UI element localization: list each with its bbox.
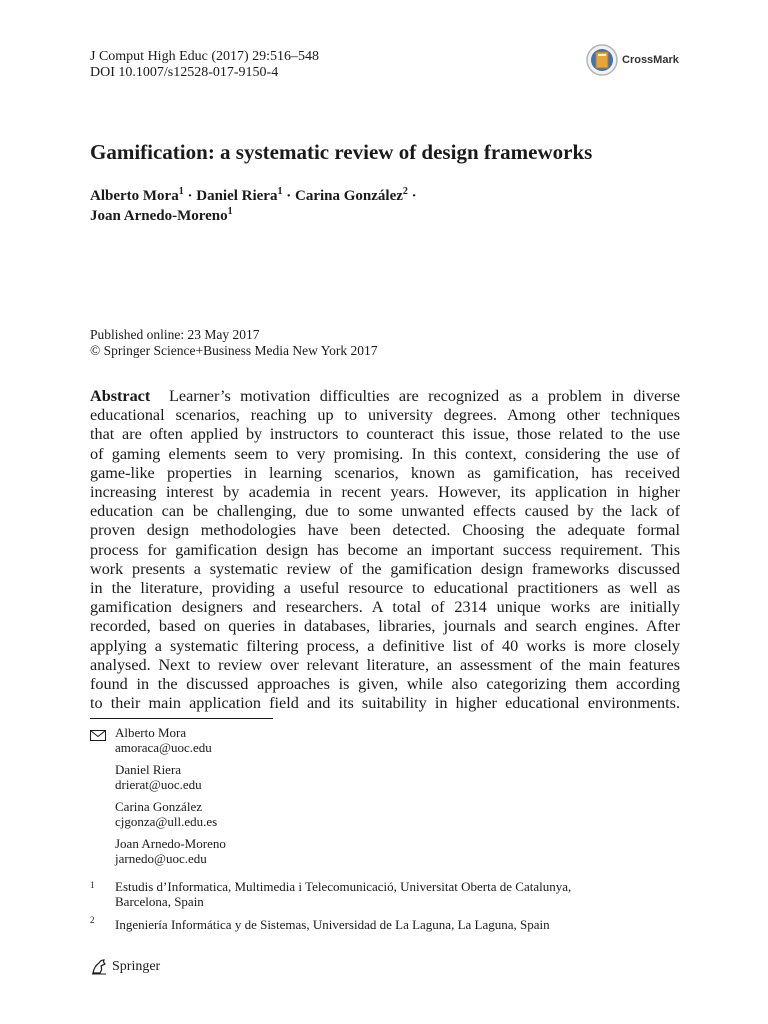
- abstract-line: process for gamification design has become an important success requirement. This: [90, 540, 680, 559]
- springer-logo: [90, 958, 160, 976]
- journal-citation: J Comput High Educ (2017) 29:516–548: [90, 49, 320, 64]
- abstract-line: educational scenarios, reaching up to university degrees. Among other techniques: [90, 406, 680, 425]
- footnote-divider: [90, 718, 273, 719]
- author-name[interactable]: Daniel Riera: [196, 188, 278, 204]
- affiliation-number: 2: [90, 915, 95, 925]
- author-name[interactable]: Carina González: [294, 188, 403, 204]
- abstract-line: work presents a systematic review of the gamification design frameworks discussed: [90, 559, 680, 578]
- abstract-label: Abstract: [90, 387, 151, 405]
- author-separator: ·: [286, 188, 292, 204]
- affiliation-number: 1: [90, 880, 95, 890]
- crossmark-badge[interactable]: [586, 42, 686, 78]
- springer-horse-icon: [90, 958, 108, 976]
- abstract-line: applying a systematic filtering process, a definitive list of 40 works is more closely: [90, 636, 680, 655]
- correspondence-email[interactable]: cjgonza@ull.edu.es: [115, 814, 218, 829]
- author-affiliation-ref: 1: [227, 206, 233, 217]
- correspondence-name: Daniel Riera: [115, 762, 182, 777]
- abstract-line: in the literature, providing a useful resource to educational practitioners as well as: [90, 579, 680, 598]
- abstract-line: to their main application field and its suitability in higher educational environments.: [90, 694, 680, 713]
- abstract-line: of gaming elements seem to very promising. In this context, considering the use of: [90, 444, 680, 463]
- abstract-line: increasing interest by academia in recent years. However, its application in higher: [90, 483, 680, 502]
- author-line-1: [90, 186, 417, 205]
- author-affiliation-ref: 1: [178, 186, 184, 197]
- author-name[interactable]: Alberto Mora: [90, 188, 179, 204]
- affiliation-text: Barcelona, Spain: [115, 894, 204, 909]
- abstract-line: recorded, based on queries in databases, libraries, journals and search engines. After: [90, 617, 680, 636]
- abstract-line: found in the discussed approaches is given, while also categorizing them according: [90, 675, 680, 694]
- author-separator: ·: [187, 188, 193, 204]
- author-affiliation-ref: 2: [402, 186, 408, 197]
- correspondence-name: Carina González: [115, 799, 202, 814]
- affiliation-text: Ingeniería Informática y de Sistemas, Universidad de La Laguna, La Laguna, Spain: [115, 917, 550, 932]
- abstract: [90, 387, 680, 713]
- correspondence-name: Alberto Mora: [115, 725, 187, 740]
- abstract-line: analysed. Next to review over relevant literature, an assessment of the main features: [90, 655, 680, 674]
- correspondence-name: Joan Arnedo-Moreno: [115, 836, 226, 851]
- crossmark-label: CrossMark: [622, 54, 679, 66]
- published-date: Published online: 23 May 2017: [90, 327, 260, 342]
- abstract-line: gamification designers and researchers. A total of 2314 unique works are initially: [90, 598, 680, 617]
- author-name[interactable]: Joan Arnedo-Moreno: [90, 208, 228, 224]
- author-affiliation-ref: 1: [277, 186, 283, 197]
- crossmark-icon: [586, 44, 618, 76]
- abstract-line: education can be challenging, due to some unwanted effects caused by the lack of: [90, 502, 680, 521]
- abstract-line: game-like properties in learning scenarios, known as gamification, has received: [90, 463, 680, 482]
- author-line-2: [90, 206, 233, 225]
- author-separator: ·: [411, 188, 417, 204]
- correspondence-email[interactable]: amoraca@uoc.edu: [115, 740, 212, 755]
- envelope-icon: [90, 728, 106, 746]
- affiliation-text: Estudis d’Informatica, Multimedia i Telecomunicació, Universitat Oberta de Catalunya,: [115, 879, 572, 894]
- publisher-name: Springer: [112, 959, 161, 974]
- abstract-line: proven design methodologies have been detected. Choosing the adequate formal: [90, 521, 680, 540]
- correspondence-email[interactable]: jarnedo@uoc.edu: [115, 851, 207, 866]
- doi[interactable]: DOI 10.1007/s12528-017-9150-4: [90, 65, 279, 80]
- correspondence-email[interactable]: drierat@uoc.edu: [115, 777, 202, 792]
- abstract-line: that are often applied by instructors to counteract this issue, those related to the use: [90, 425, 680, 444]
- abstract-line: Abstract Learner’s motivation difficulties are recognized as a problem in diverse: [90, 387, 681, 405]
- paper-title: Gamification: a systematic review of design frameworks: [90, 140, 593, 164]
- copyright-notice: © Springer Science+Business Media New York 2017: [90, 343, 378, 358]
